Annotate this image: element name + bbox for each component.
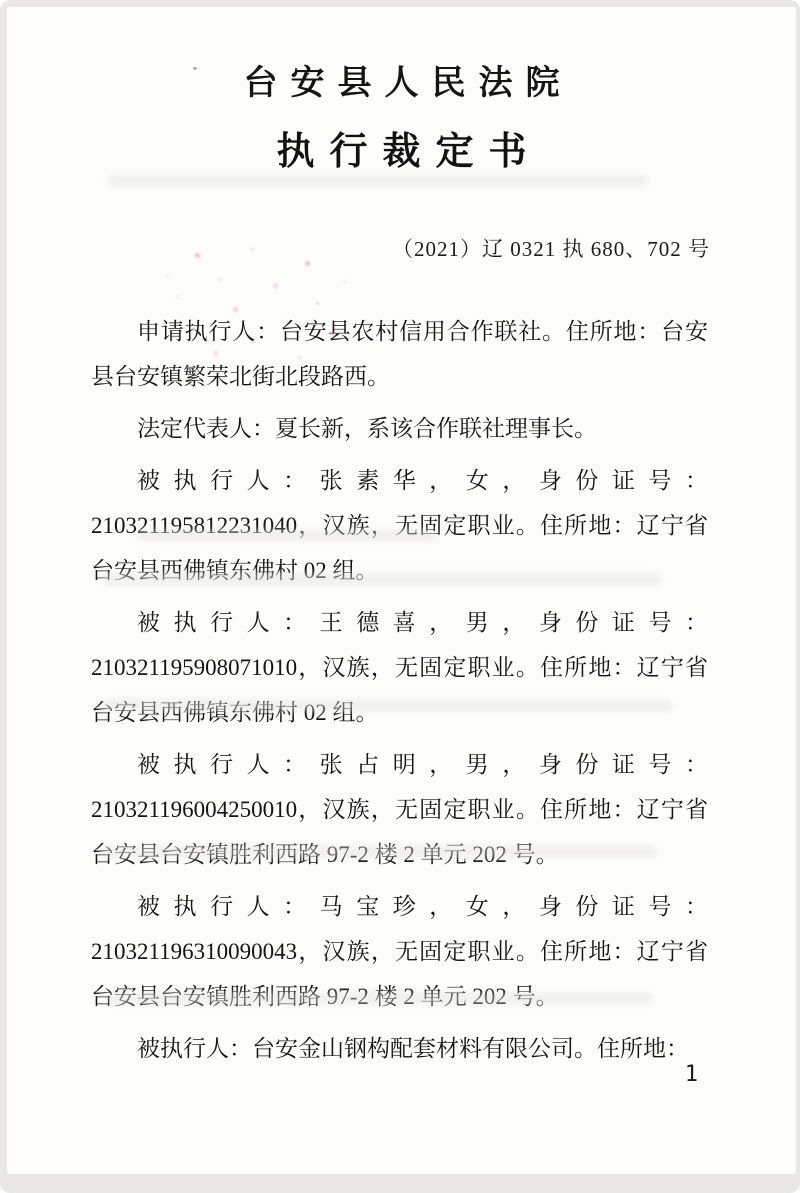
paragraph-respondent-4: 被执行人：马宝珍，女，身份证号：210321196310090043，汉族，无固定职业。住所地：辽宁省台安县台安镇胜利西路 97-2 楼 2 单元 202 号。 [91, 894, 708, 1009]
scan-speck [193, 67, 197, 70]
bleed-through-mark [102, 699, 672, 712]
red-stamp-residue [157, 245, 158, 246]
paragraph-respondent-2: 被执行人：王德喜，男，身份证号：210321195908071010，汉族，无固定职业。住所地：辽宁省台安县西佛镇东佛村 02 组。 [91, 610, 708, 725]
document-type-title: 执行裁定书 [276, 131, 542, 173]
bleed-through-mark [107, 992, 652, 1005]
bleed-through-mark [107, 175, 647, 187]
bleed-through-mark [102, 845, 657, 858]
bleed-through-mark [102, 572, 662, 586]
court-name-title: 台安县人民法院 [243, 65, 573, 102]
bleed-through-mark [137, 529, 437, 542]
case-number: （2021）辽 0321 执 680、702 号 [392, 237, 710, 261]
document-page [7, 7, 796, 1174]
paragraph-legal-representative: 法定代表人：夏长新，系该合作联社理事长。 [137, 416, 597, 441]
document-body [91, 309, 708, 1071]
paragraph-respondent-1: 被执行人：张素华，女，身份证号：210321195812231040，汉族，无固定职业。住所地：辽宁省台安县西佛镇东佛村 02 组。 [91, 468, 708, 583]
paragraph-respondent-5: 被执行人：台安金山钢构配套材料有限公司。住所地： [137, 1036, 689, 1061]
paragraph-applicant: 申请执行人：台安县农村信用合作联社。住所地：台安县台安镇繁荣北街北段路西。 [91, 319, 708, 389]
paragraph-respondent-3: 被执行人：张占明，男，身份证号：210321196004250010，汉族，无固定职业。住所地：辽宁省台安县台安镇胜利西路 97-2 楼 2 单元 202 号。 [91, 752, 708, 867]
page-number: 1 [684, 1062, 698, 1087]
